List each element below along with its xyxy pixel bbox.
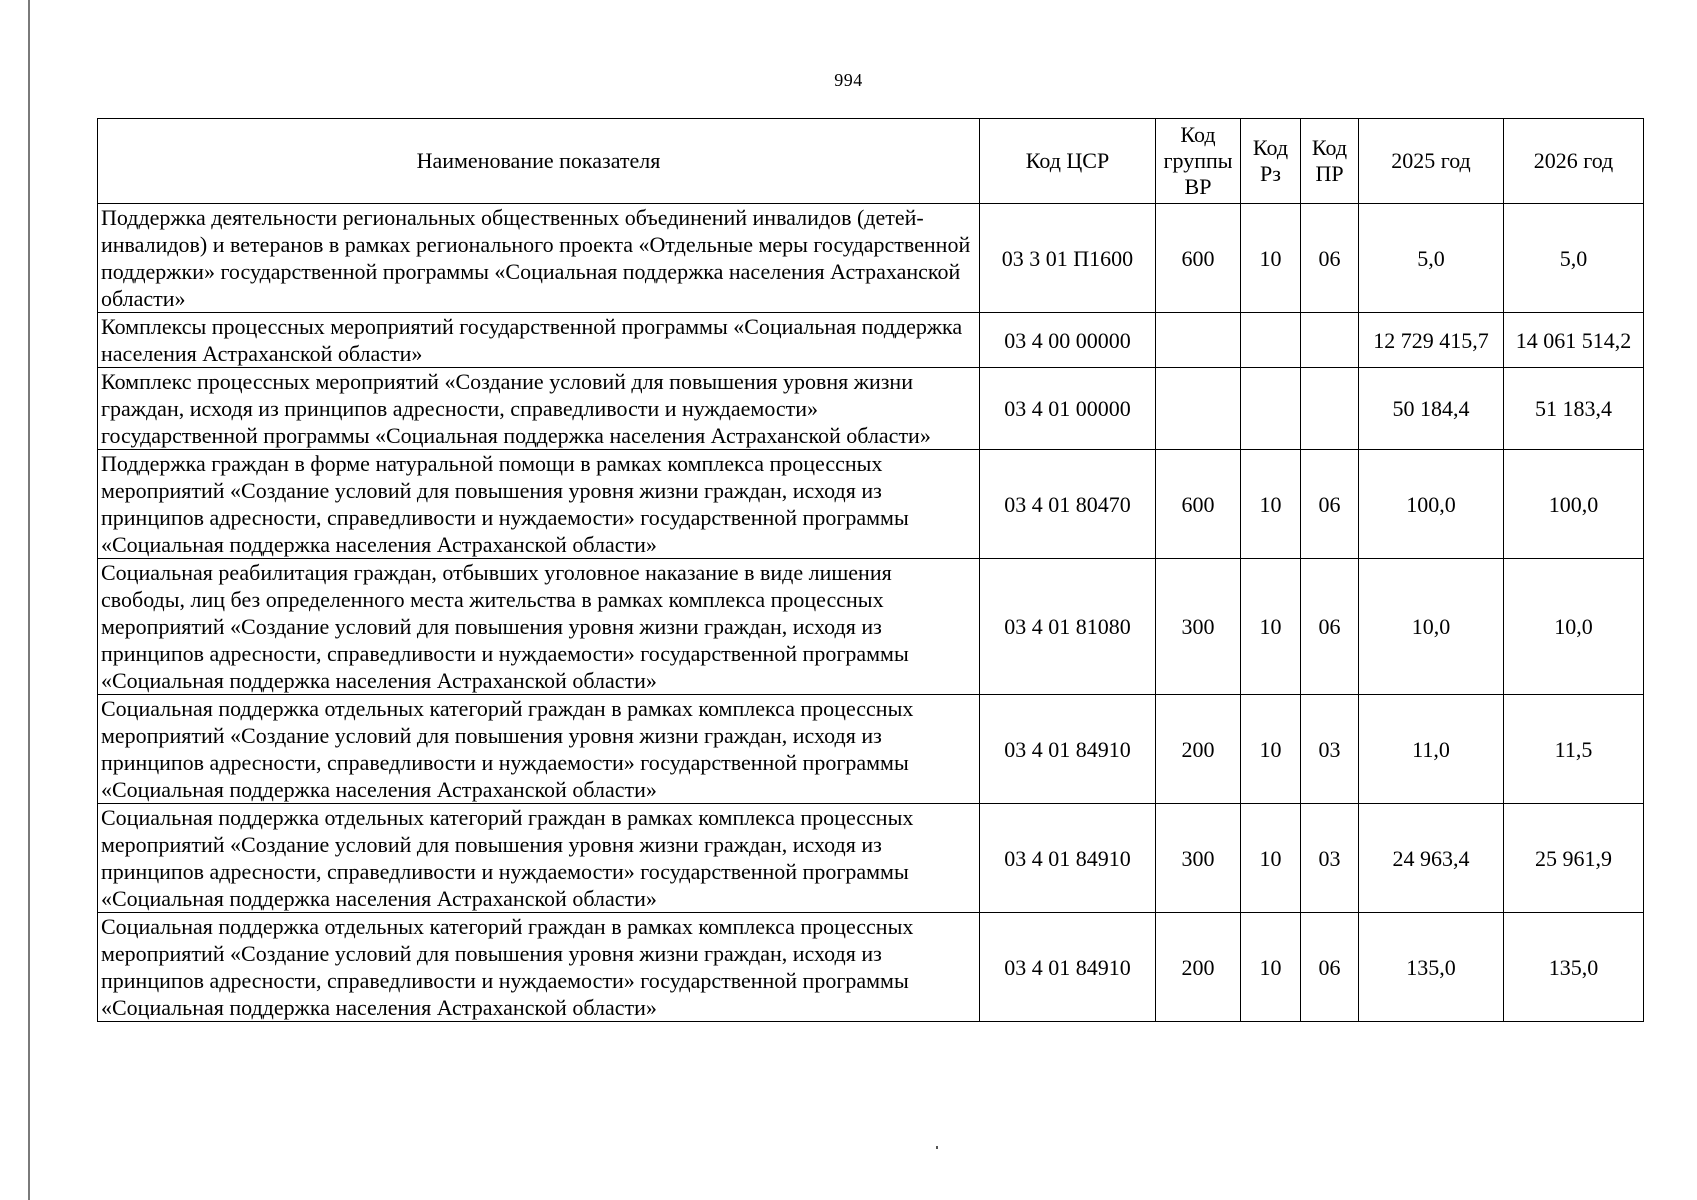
row-value-2025: 135,0 bbox=[1359, 913, 1504, 1022]
row-value-2026: 5,0 bbox=[1504, 204, 1644, 313]
table-row bbox=[98, 695, 1644, 804]
row-value-2025: 5,0 bbox=[1359, 204, 1504, 313]
table-row bbox=[98, 368, 1644, 450]
row-name: Социальная поддержка отдельных категорий граждан в рамках комплекса процессных мероприятий «Создание условий для повышения уровня жизни граждан, исходя из принципов адресности, справедливости и нуждаемости» государственной программы «Социальная поддержка населения Астраханской области» bbox=[98, 804, 980, 913]
row-value-2025: 10,0 bbox=[1359, 559, 1504, 695]
row-csr-code: 03 4 01 80470 bbox=[980, 450, 1156, 559]
row-csr-code: 03 4 01 84910 bbox=[980, 695, 1156, 804]
row-name: Социальная реабилитация граждан, отбывших уголовное наказание в виде лишения свободы, лиц без определенного места жительства в рамках комплекса процессных мероприятий «Создание условий для повышения уровня жизни граждан, исходя из принципов адресности, справедливости и нуждаемости» государственной программы «Социальная поддержка населения Астраханской области» bbox=[98, 559, 980, 695]
row-pr-code bbox=[1301, 313, 1359, 368]
row-value-2025: 11,0 bbox=[1359, 695, 1504, 804]
row-name: Социальная поддержка отдельных категорий граждан в рамках комплекса процессных мероприятий «Создание условий для повышения уровня жизни граждан, исходя из принципов адресности, справедливости и нуждаемости» государственной программы «Социальная поддержка населения Астраханской области» bbox=[98, 913, 980, 1022]
budget-table bbox=[97, 118, 1644, 1022]
scan-edge-line bbox=[28, 0, 30, 1200]
table-row bbox=[98, 559, 1644, 695]
row-vr-code: 200 bbox=[1156, 913, 1241, 1022]
row-csr-code: 03 4 01 00000 bbox=[980, 368, 1156, 450]
row-name: Социальная поддержка отдельных категорий граждан в рамках комплекса процессных мероприятий «Создание условий для повышения уровня жизни граждан, исходя из принципов адресности, справедливости и нуждаемости» государственной программы «Социальная поддержка населения Астраханской области» bbox=[98, 695, 980, 804]
row-vr-code bbox=[1156, 368, 1241, 450]
row-value-2025: 12 729 415,7 bbox=[1359, 313, 1504, 368]
row-name: Комплекс процессных мероприятий «Создание условий для повышения уровня жизни граждан, исходя из принципов адресности, справедливости и нуждаемости» государственной программы «Социальная поддержка населения Астраханской области» bbox=[98, 368, 980, 450]
row-rz-code: 10 bbox=[1241, 695, 1301, 804]
row-value-2025: 24 963,4 bbox=[1359, 804, 1504, 913]
header-name: Наименование показателя bbox=[98, 119, 980, 204]
row-csr-code: 03 4 01 81080 bbox=[980, 559, 1156, 695]
row-rz-code: 10 bbox=[1241, 559, 1301, 695]
header-year-2026: 2026 год bbox=[1504, 119, 1644, 204]
row-csr-code: 03 4 01 84910 bbox=[980, 804, 1156, 913]
table-row bbox=[98, 913, 1644, 1022]
row-value-2026: 10,0 bbox=[1504, 559, 1644, 695]
header-year-2025: 2025 год bbox=[1359, 119, 1504, 204]
row-name: Поддержка деятельности региональных общественных объединений инвалидов (детей-инвалидов) и ветеранов в рамках регионального проекта «Отдельные меры государственной поддержки» государственной программы «Социальная поддержка населения Астраханской области» bbox=[98, 204, 980, 313]
row-csr-code: 03 4 00 00000 bbox=[980, 313, 1156, 368]
table-row bbox=[98, 450, 1644, 559]
row-pr-code: 06 bbox=[1301, 450, 1359, 559]
row-rz-code: 10 bbox=[1241, 804, 1301, 913]
row-value-2026: 51 183,4 bbox=[1504, 368, 1644, 450]
row-csr-code: 03 4 01 84910 bbox=[980, 913, 1156, 1022]
row-vr-code: 600 bbox=[1156, 204, 1241, 313]
row-csr-code: 03 3 01 П1600 bbox=[980, 204, 1156, 313]
row-vr-code bbox=[1156, 313, 1241, 368]
row-pr-code: 06 bbox=[1301, 913, 1359, 1022]
row-name: Поддержка граждан в форме натуральной помощи в рамках комплекса процессных мероприятий «Создание условий для повышения уровня жизни граждан, исходя из принципов адресности, справедливости и нуждаемости» государственной программы «Социальная поддержка населения Астраханской области» bbox=[98, 450, 980, 559]
row-value-2026: 100,0 bbox=[1504, 450, 1644, 559]
row-pr-code: 03 bbox=[1301, 695, 1359, 804]
row-value-2026: 11,5 bbox=[1504, 695, 1644, 804]
row-pr-code: 03 bbox=[1301, 804, 1359, 913]
row-vr-code: 300 bbox=[1156, 559, 1241, 695]
row-rz-code: 10 bbox=[1241, 913, 1301, 1022]
header-pr-code: Код ПР bbox=[1301, 119, 1359, 204]
row-value-2025: 100,0 bbox=[1359, 450, 1504, 559]
table-row bbox=[98, 204, 1644, 313]
row-value-2025: 50 184,4 bbox=[1359, 368, 1504, 450]
row-name: Комплексы процессных мероприятий государственной программы «Социальная поддержка населения Астраханской области» bbox=[98, 313, 980, 368]
row-value-2026: 135,0 bbox=[1504, 913, 1644, 1022]
row-value-2026: 14 061 514,2 bbox=[1504, 313, 1644, 368]
row-vr-code: 200 bbox=[1156, 695, 1241, 804]
header-rz-code: Код Рз bbox=[1241, 119, 1301, 204]
row-vr-code: 600 bbox=[1156, 450, 1241, 559]
table-row bbox=[98, 313, 1644, 368]
row-pr-code: 06 bbox=[1301, 204, 1359, 313]
header-csr-code: Код ЦСР bbox=[980, 119, 1156, 204]
row-value-2026: 25 961,9 bbox=[1504, 804, 1644, 913]
row-vr-code: 300 bbox=[1156, 804, 1241, 913]
row-pr-code bbox=[1301, 368, 1359, 450]
scan-speck bbox=[936, 1146, 938, 1149]
table-row bbox=[98, 804, 1644, 913]
row-rz-code: 10 bbox=[1241, 450, 1301, 559]
row-rz-code: 10 bbox=[1241, 204, 1301, 313]
page-number: 994 bbox=[834, 70, 863, 90]
table-header-row bbox=[98, 119, 1644, 204]
row-rz-code bbox=[1241, 313, 1301, 368]
header-vr-group-code: Код группы ВР bbox=[1156, 119, 1241, 204]
row-rz-code bbox=[1241, 368, 1301, 450]
row-pr-code: 06 bbox=[1301, 559, 1359, 695]
